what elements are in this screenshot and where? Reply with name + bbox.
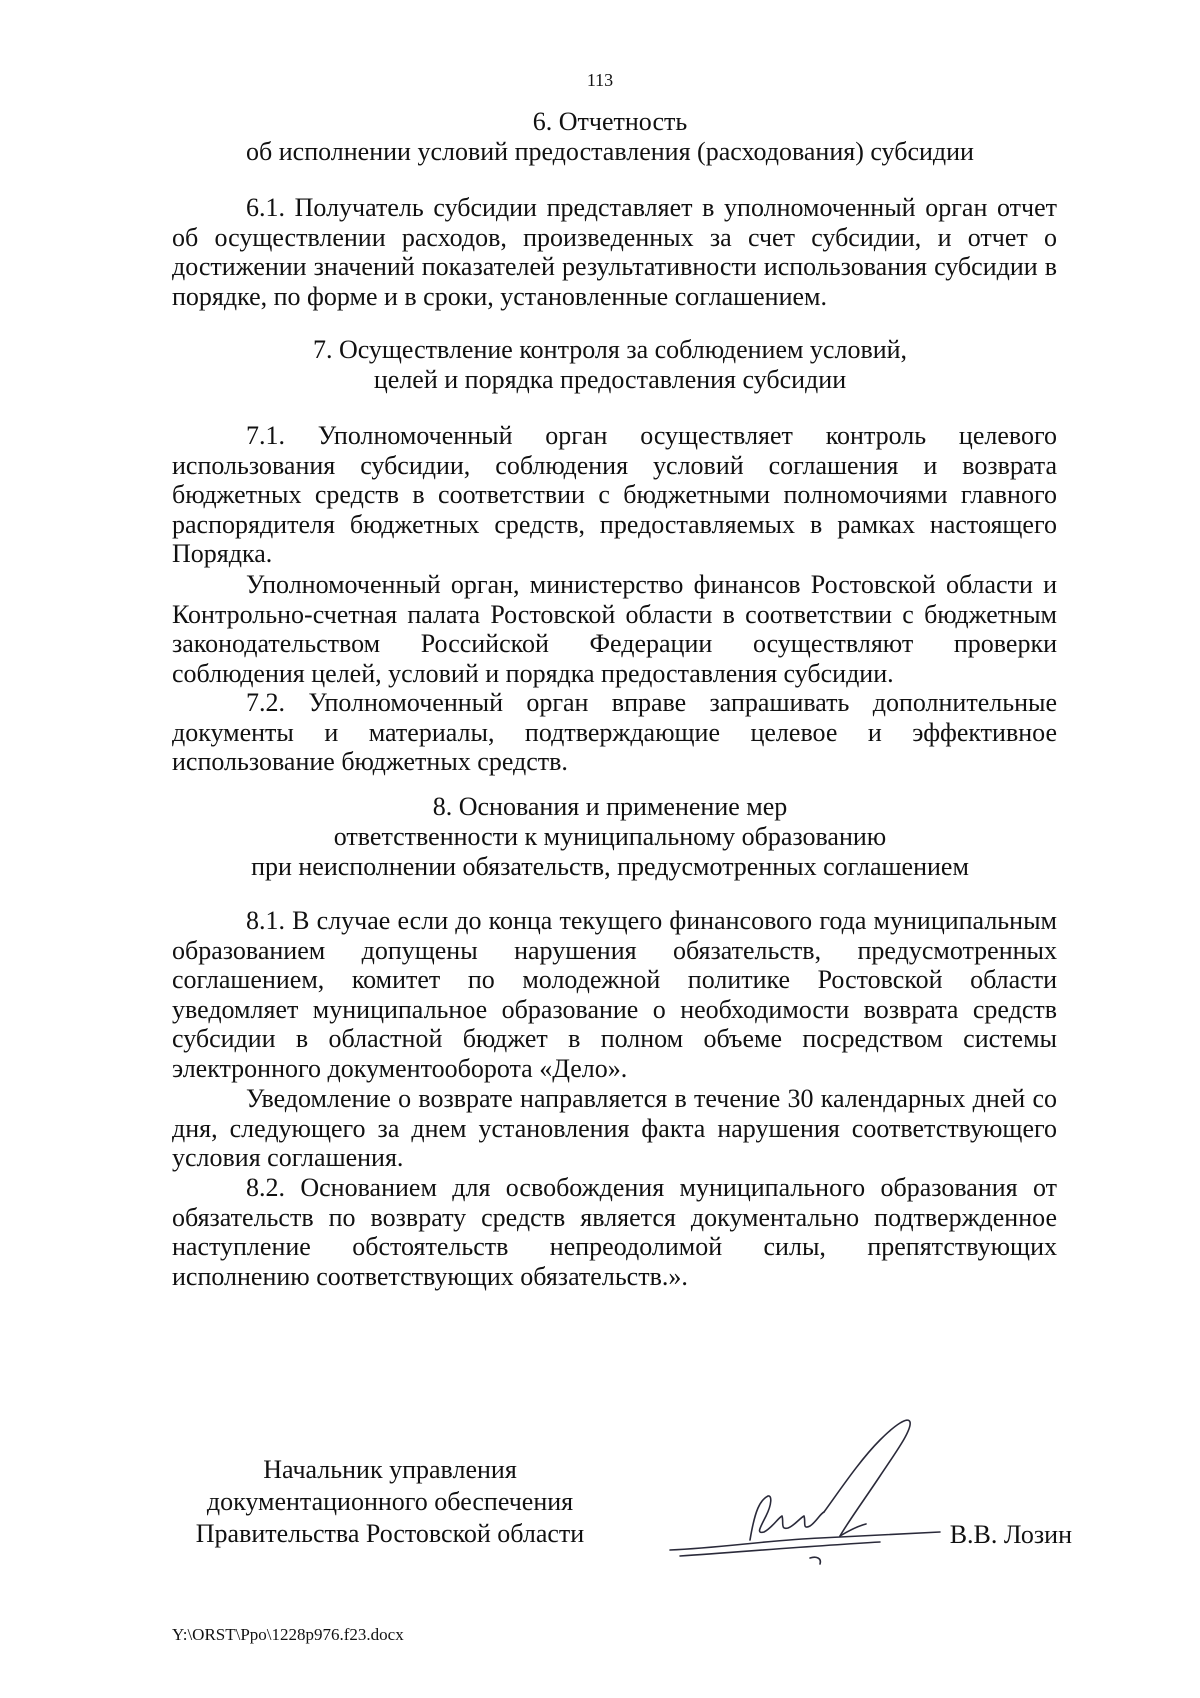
paragraph-8-2: 8.2. Основанием для освобождения муниципального образования от обязательств по возврату средств является документально подтвержденное наступление обстоятельств непреодолимой силы, препятствующих исполнению соответствующих обязательств.». — [172, 1173, 1057, 1291]
paragraph-8-1: 8.1. В случае если до конца текущего финансового года муниципальным образованием допущены нарушения обязательств, предусмотренных соглашением, комитет по молодежной политике Ростовской области уведомляет муниципальное образование о необходимости возврата средств субсидии в областной бюджет в полном объеме посредством системы электронного документооборота «Дело». — [172, 906, 1057, 1083]
heading-line: при неисполнении обязательств, предусмотренных соглашением — [251, 852, 969, 881]
signatory-name: В.В. Лозин — [949, 1520, 1072, 1549]
heading-line: 6. Отчетность — [532, 107, 688, 136]
section-6-heading — [160, 107, 1060, 167]
handwritten-signature — [660, 1400, 950, 1580]
file-path: Y:\ORST\Ppo\1228p976.f23.docx — [172, 1625, 404, 1644]
heading-line: 7. Осуществление контроля за соблюдением условий, — [312, 335, 908, 364]
heading-line: целей и порядка предоставления субсидии — [373, 365, 847, 394]
signatory-title — [175, 1454, 605, 1550]
signatory-title-line: Правительства Ростовской области — [195, 1519, 585, 1548]
signatory-title-line: Начальник управления — [263, 1455, 517, 1484]
heading-line: об исполнении условий предоставления (расходования) субсидии — [246, 137, 974, 166]
paragraph-6-1: 6.1. Получатель субсидии представляет в уполномоченный орган отчет об осуществлении расходов, произведенных за счет субсидии, и отчет о достижении значений показателей результативности использования субсидии в порядке, по форме и в сроки, установленные соглашением. — [172, 193, 1057, 311]
section-7-heading — [160, 335, 1060, 395]
paragraph-7-2: 7.2. Уполномоченный орган вправе запрашивать дополнительные документы и материалы, подтверждающие целевое и эффективное использование бюджетных средств. — [172, 688, 1057, 776]
heading-line: ответственности к муниципальному образованию — [333, 822, 887, 851]
heading-line: 8. Основания и применение мер — [432, 792, 788, 821]
page-number: 113 — [586, 70, 614, 90]
signatory-title-line: документационного обеспечения — [206, 1487, 574, 1516]
paragraph-8-1-cont: Уведомление о возврате направляется в течение 30 календарных дней со дня, следующего за днем установления факта нарушения соответствующего условия соглашения. — [172, 1084, 1057, 1172]
paragraph-7-1-cont: Уполномоченный орган, министерство финансов Ростовской области и Контрольно-счетная палата Ростовской области в соответствии с бюджетным законодательством Российской Федерации осуществляют проверки соблюдения целей, условий и порядка предоставления субсидии. — [172, 570, 1057, 688]
section-8-heading — [160, 792, 1060, 882]
paragraph-7-1: 7.1. Уполномоченный орган осуществляет контроль целевого использования субсидии, соблюдения условий соглашения и возврата бюджетных средств в соответствии с бюджетными полномочиями главного распорядителя бюджетных средств, предоставляемых в рамках настоящего Порядка. — [172, 421, 1057, 568]
